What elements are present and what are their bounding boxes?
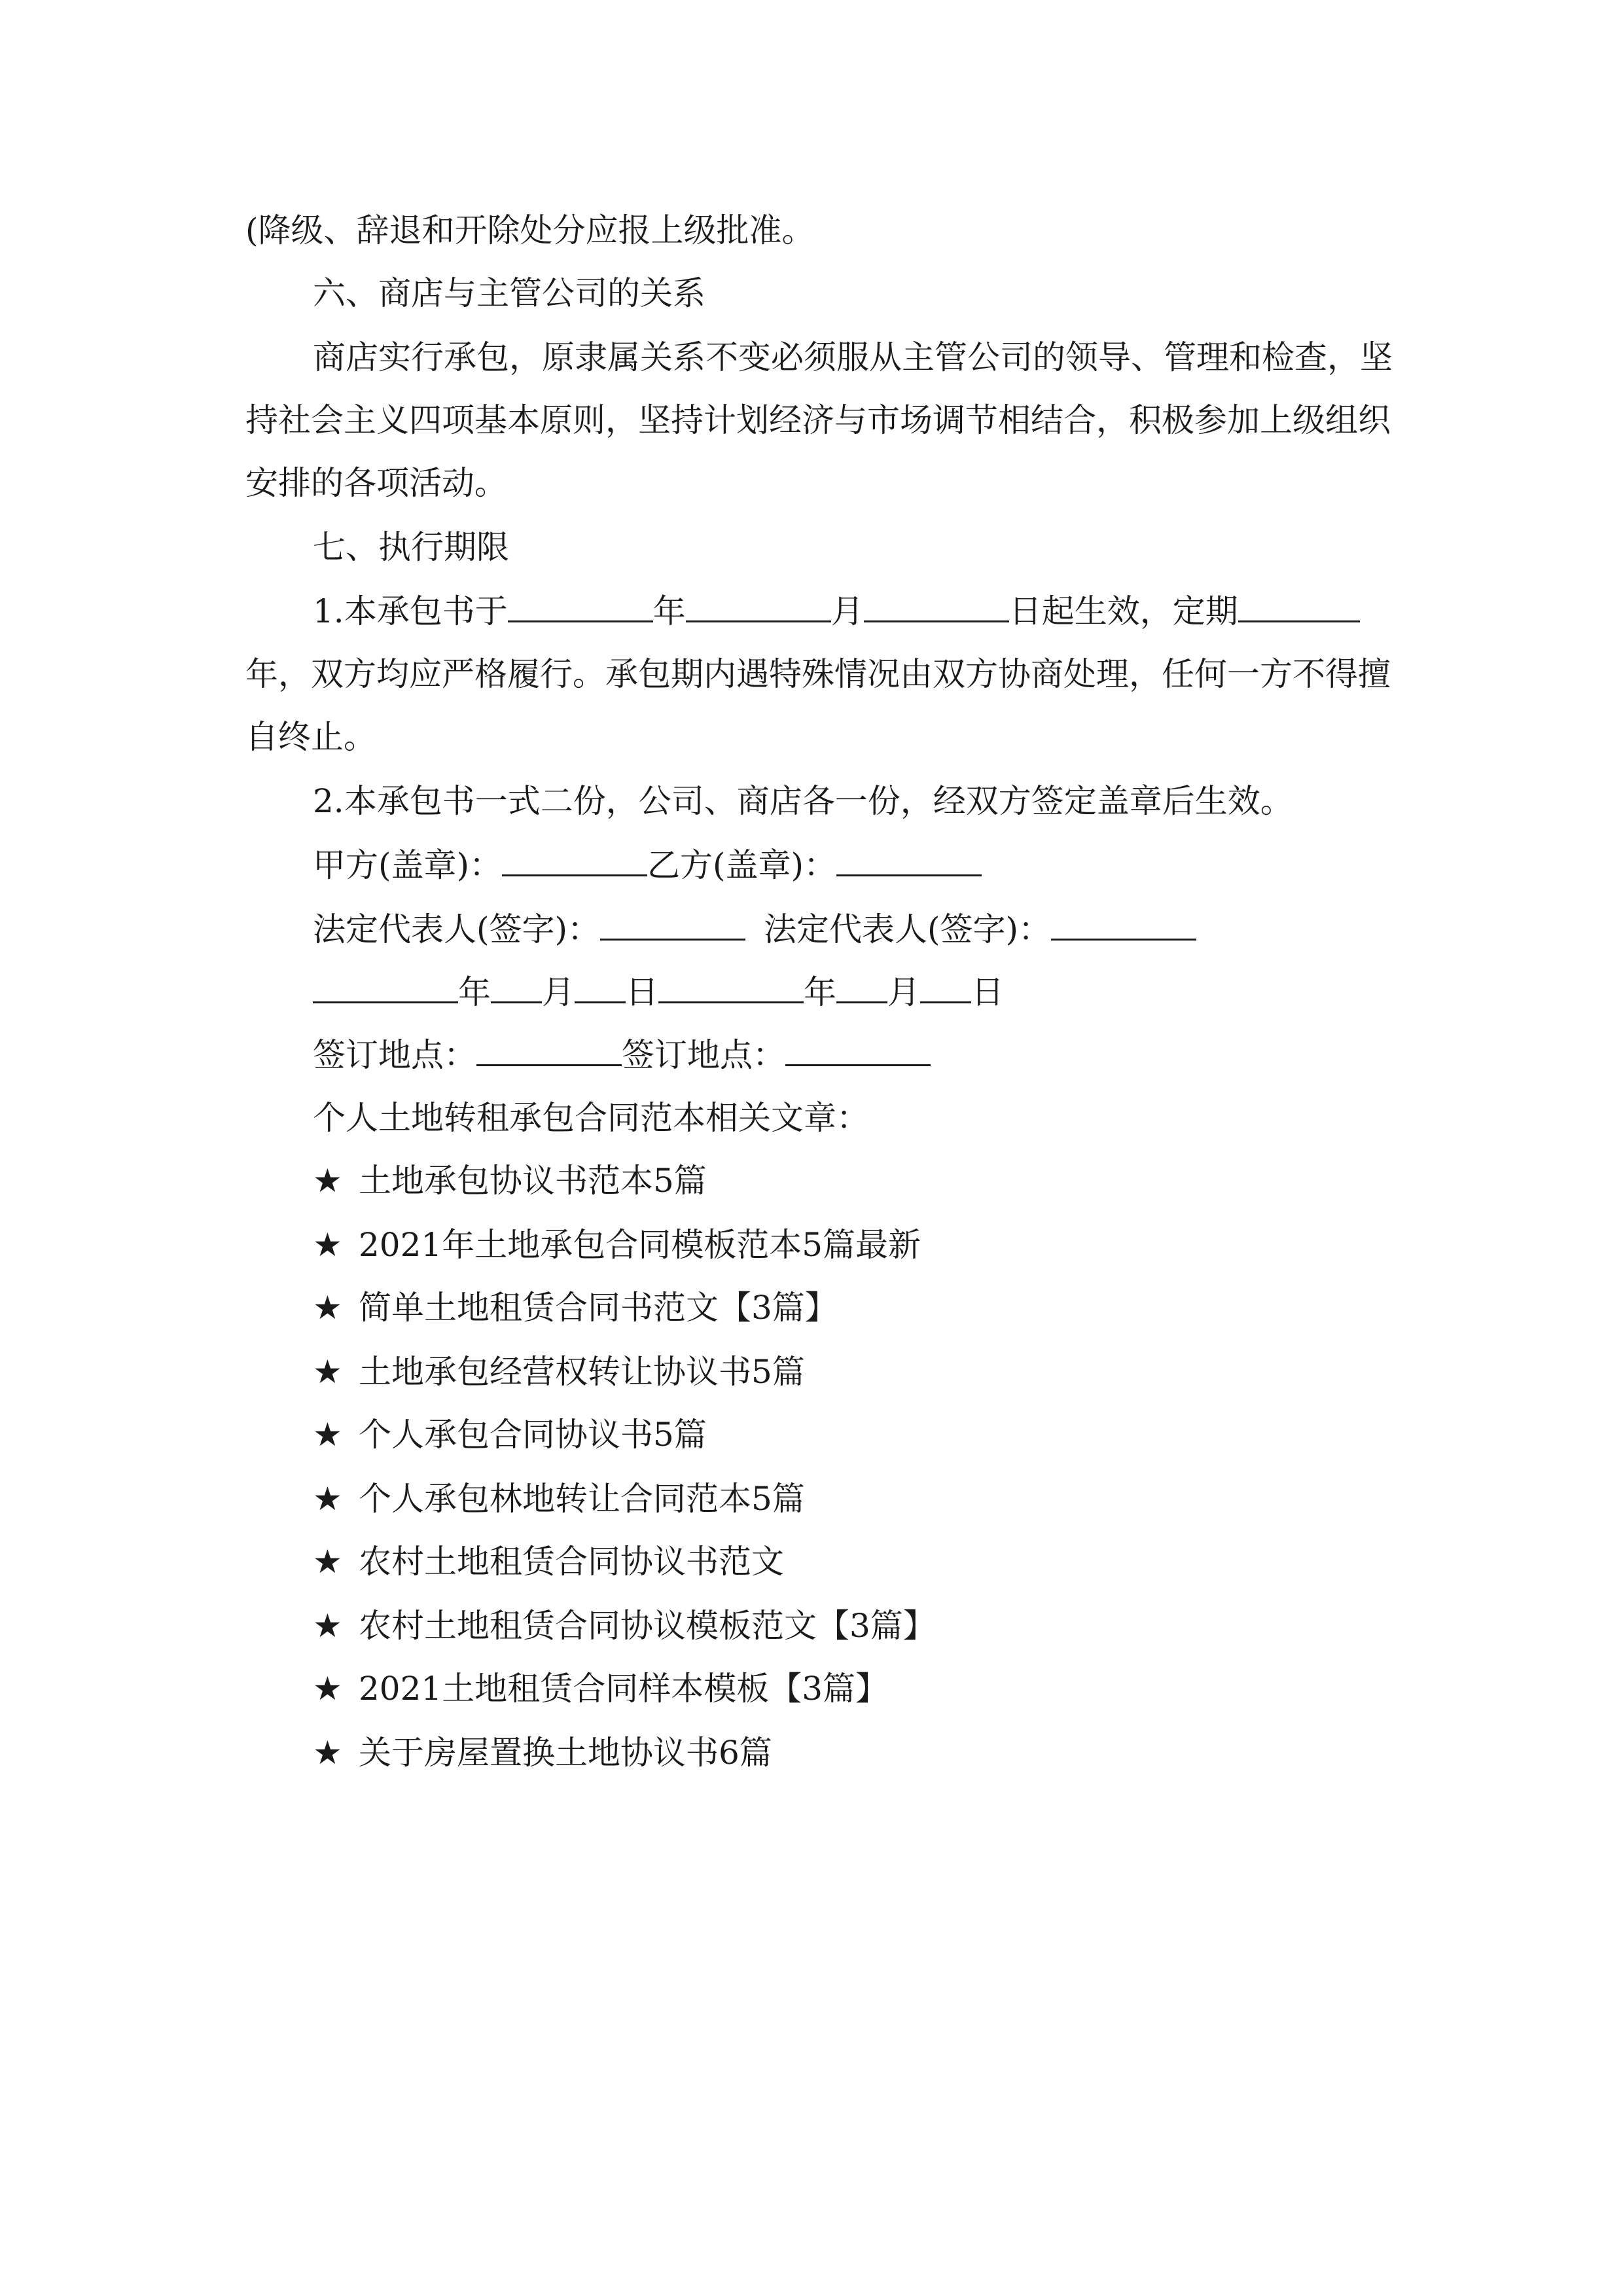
star-icon: ★ bbox=[313, 1416, 342, 1454]
clause-1-line bbox=[313, 590, 1360, 631]
paragraph-line: 安排的各项活动。 bbox=[245, 464, 507, 502]
related-link[interactable] bbox=[313, 1352, 805, 1391]
blank-field[interactable] bbox=[686, 590, 831, 622]
clause-text: 1.本承包书于 bbox=[313, 592, 508, 630]
related-link[interactable] bbox=[313, 1479, 805, 1518]
related-link[interactable] bbox=[313, 1606, 936, 1645]
related-link[interactable] bbox=[313, 1542, 784, 1581]
star-icon: ★ bbox=[313, 1480, 342, 1518]
related-link-text: 农村土地租赁合同协议模板范文【3篇】 bbox=[359, 1607, 936, 1645]
date-a-day-field[interactable] bbox=[575, 971, 626, 1003]
star-icon: ★ bbox=[313, 1226, 342, 1264]
star-icon: ★ bbox=[313, 1670, 342, 1708]
rep-b-field[interactable] bbox=[1051, 908, 1196, 941]
related-link-text: 简单土地租赁合同书范文【3篇】 bbox=[359, 1289, 838, 1327]
related-link[interactable] bbox=[313, 1161, 707, 1200]
related-link[interactable] bbox=[313, 1225, 921, 1265]
date-a-year-field[interactable] bbox=[313, 971, 458, 1003]
party-a-label: 甲方(盖章)： bbox=[313, 846, 503, 884]
clause-text: 年 bbox=[652, 592, 686, 630]
place-b-field[interactable] bbox=[785, 1034, 931, 1066]
month-label: 月 bbox=[887, 973, 920, 1011]
star-icon: ★ bbox=[313, 1607, 342, 1645]
related-link[interactable] bbox=[313, 1669, 888, 1708]
clause-text: 月 bbox=[830, 592, 864, 630]
party-line bbox=[313, 844, 982, 885]
paragraph-line: 自终止。 bbox=[245, 718, 376, 756]
party-b-field[interactable] bbox=[836, 844, 982, 876]
star-icon: ★ bbox=[313, 1734, 342, 1772]
related-link[interactable] bbox=[313, 1288, 838, 1327]
place-a-label: 签订地点： bbox=[313, 1036, 476, 1074]
party-a-field[interactable] bbox=[502, 844, 647, 876]
rep-b-label: 法定代表人(签字)： bbox=[764, 910, 1052, 948]
day-label: 日 bbox=[626, 973, 658, 1011]
section-heading: 七、执行期限 bbox=[313, 528, 509, 566]
date-b-year-field[interactable] bbox=[658, 971, 804, 1003]
related-link-text: 个人承包合同协议书5篇 bbox=[359, 1416, 707, 1454]
date-line bbox=[313, 971, 1004, 1012]
rep-a-field[interactable] bbox=[600, 908, 745, 941]
rep-a-label: 法定代表人(签字)： bbox=[313, 910, 601, 948]
related-link-text: 关于房屋置换土地协议书6篇 bbox=[359, 1734, 772, 1772]
star-icon: ★ bbox=[313, 1289, 342, 1327]
related-link[interactable] bbox=[313, 1733, 772, 1772]
related-link-text: 2021土地租赁合同样本模板【3篇】 bbox=[359, 1670, 889, 1708]
star-icon: ★ bbox=[313, 1543, 342, 1581]
date-a-month-field[interactable] bbox=[491, 971, 542, 1003]
place-a-field[interactable] bbox=[476, 1034, 622, 1066]
year-label: 年 bbox=[458, 973, 491, 1011]
related-link-text: 个人承包林地转让合同范本5篇 bbox=[359, 1480, 805, 1518]
paragraph-line: 年，双方均应严格履行。承包期内遇特殊情况由双方协商处理，任何一方不得擅 bbox=[245, 655, 1391, 693]
star-icon: ★ bbox=[313, 1162, 342, 1200]
year-label: 年 bbox=[804, 973, 836, 1011]
blank-field[interactable] bbox=[864, 590, 1009, 622]
paragraph-line: 持社会主义四项基本原则，坚持计划经济与市场调节相结合，积极参加上级组织 bbox=[245, 401, 1391, 439]
place-line bbox=[313, 1034, 931, 1075]
section-heading: 六、商店与主管公司的关系 bbox=[313, 274, 705, 312]
related-link-text: 土地承包经营权转让协议书5篇 bbox=[359, 1353, 805, 1391]
star-icon: ★ bbox=[313, 1353, 342, 1391]
related-link[interactable] bbox=[313, 1415, 707, 1454]
blank-field[interactable] bbox=[1238, 590, 1360, 622]
day-label: 日 bbox=[971, 973, 1004, 1011]
month-label: 月 bbox=[542, 973, 575, 1011]
blank-field[interactable] bbox=[508, 590, 653, 622]
text-line: (降级、辞退和开除处分应报上级批准。 bbox=[245, 211, 815, 249]
representative-line bbox=[313, 908, 1196, 949]
paragraph-line: 商店实行承包，原隶属关系不变必须服从主管公司的领导、管理和检查，坚 bbox=[313, 338, 1393, 376]
related-link-text: 土地承包协议书范本5篇 bbox=[359, 1162, 707, 1200]
clause-2: 2.本承包书一式二份，公司、商店各一份，经双方签定盖章后生效。 bbox=[313, 782, 1293, 820]
clause-text: 日起生效，定期 bbox=[1008, 592, 1238, 630]
related-heading: 个人土地转租承包合同范本相关文章： bbox=[313, 1099, 869, 1137]
date-b-day-field[interactable] bbox=[920, 971, 971, 1003]
party-b-label: 乙方(盖章)： bbox=[647, 846, 837, 884]
related-link-text: 2021年土地承包合同模板范本5篇最新 bbox=[359, 1226, 921, 1264]
place-b-label: 签订地点： bbox=[622, 1036, 785, 1074]
related-link-text: 农村土地租赁合同协议书范文 bbox=[359, 1543, 784, 1581]
date-b-month-field[interactable] bbox=[836, 971, 887, 1003]
